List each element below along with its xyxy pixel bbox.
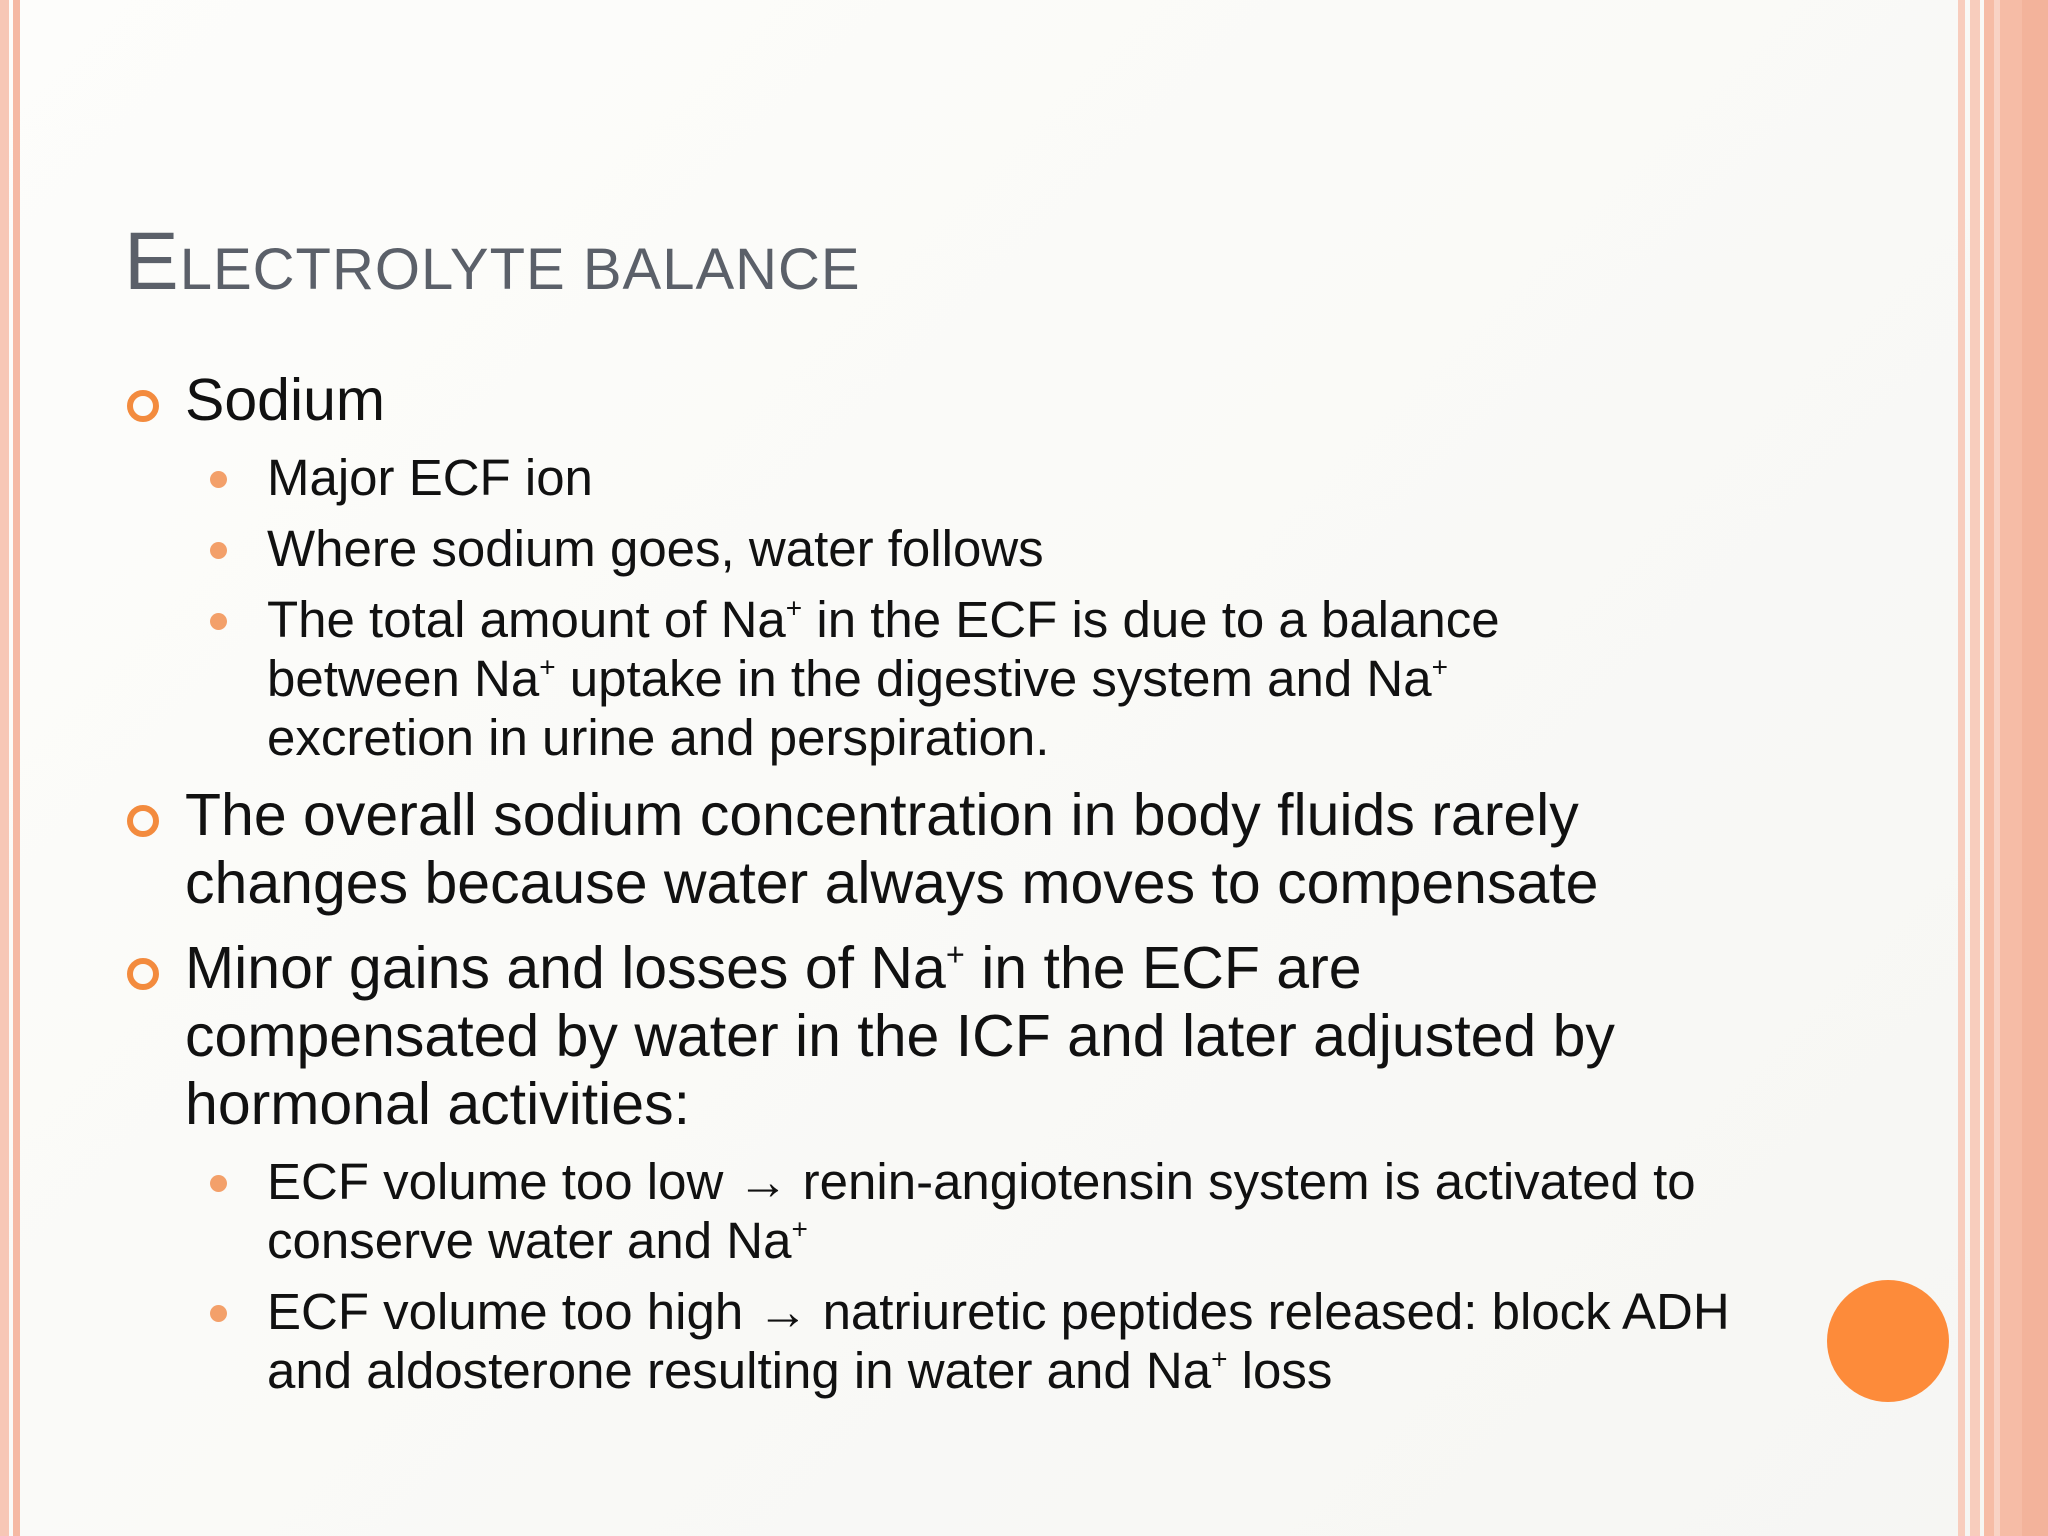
left-border-stripe [13,0,20,1536]
right-border-stripe [1958,0,1965,1536]
bullet-level2: Where sodium goes, water follows [267,520,1044,577]
ring-bullet-icon [127,390,159,422]
right-border-stripe [2022,0,2048,1536]
left-border-stripe [0,0,9,1536]
decorative-orange-circle [1827,1280,1949,1402]
bullet-level2: ECF volume too low → renin-angiotensin system is activated to conserve water and Na+ [267,1153,1696,1269]
title-first-letter: E [124,216,180,307]
bullet-level2: ECF volume too high → natriuretic peptides released: block ADH and aldosterone resulting in water and Na+ loss [267,1283,1730,1399]
dot-bullet-icon [210,542,227,559]
bullet-level2: The total amount of Na+ in the ECF is due to a balance between Na+ uptake in the digestive system and Na+ excretion in urine and perspiration. [267,591,1500,766]
title-rest: LECTROLYTE BALANCE [179,237,861,302]
bullet-level1: The overall sodium concentration in body fluids rarely changes because water always moves to compensate [185,782,1599,916]
dot-bullet-icon [210,1175,227,1192]
ring-bullet-icon [127,958,159,990]
slide-title [124,215,861,309]
right-border-stripe [1970,0,1980,1536]
bullet-level2: Major ECF ion [267,449,593,506]
right-border-stripe [1994,0,2000,1536]
dot-bullet-icon [210,1305,227,1322]
bullet-level1: Minor gains and losses of Na+ in the ECF are compensated by water in the ICF and later adjusted by hormonal activities: [185,935,1615,1137]
dot-bullet-icon [210,613,227,630]
ring-bullet-icon [127,805,159,837]
bullet-level1: Sodium [185,367,386,433]
dot-bullet-icon [210,471,227,488]
